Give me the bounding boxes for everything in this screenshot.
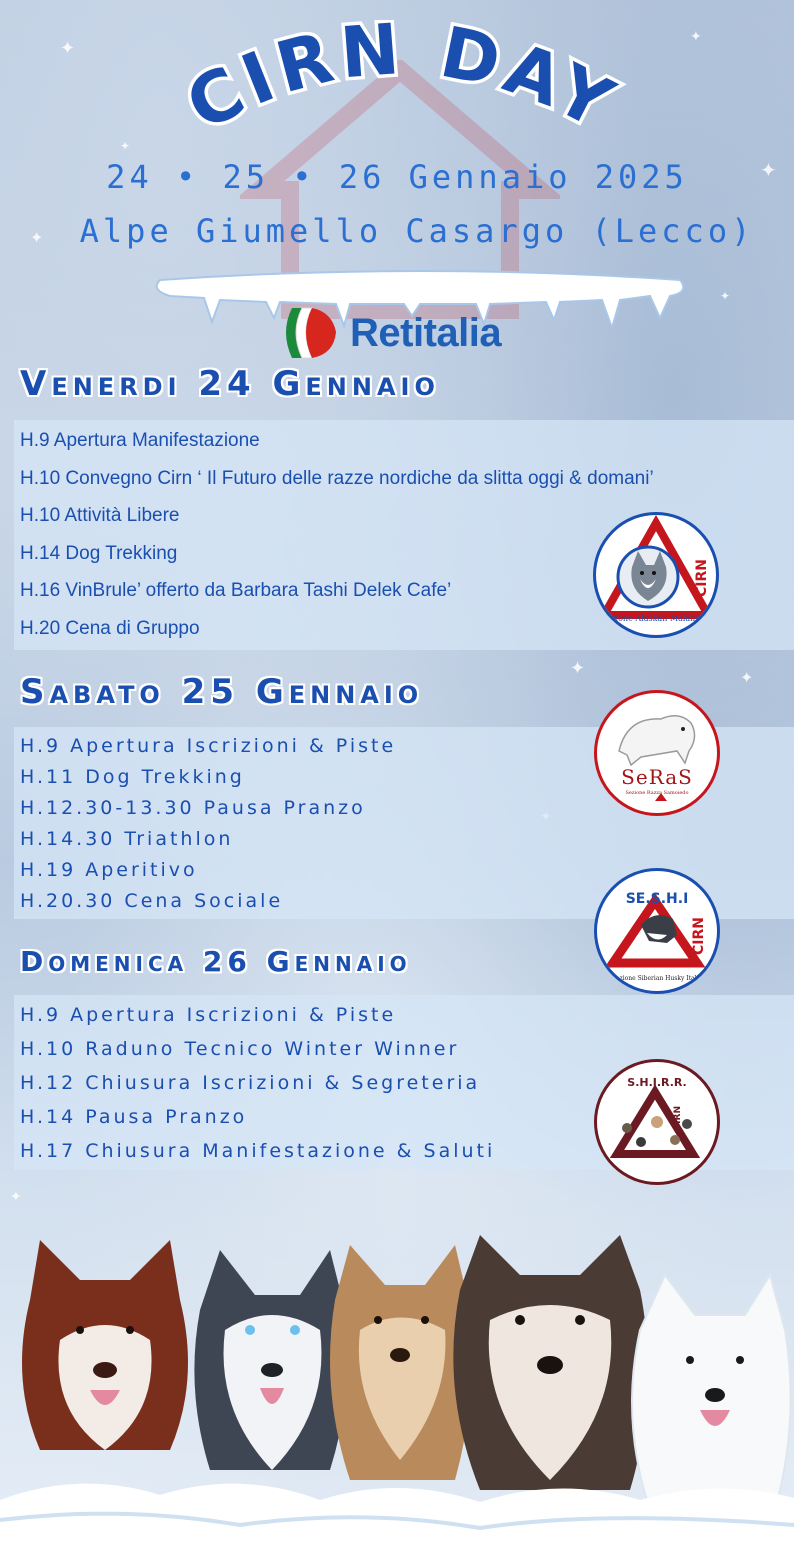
dog-5-image (632, 1275, 791, 1510)
snowflake-icon: ✦ (690, 29, 702, 45)
schedule-item: H.14 Dog Trekking (20, 543, 178, 564)
retitalia-flag-icon (278, 302, 340, 364)
alaskan-badge-cirn: CIRN (694, 559, 710, 597)
dog-4-image (453, 1235, 648, 1490)
dog-3-image (330, 1245, 472, 1480)
snowflake-icon: ✦ (30, 228, 44, 247)
schedule-item: H.14.30 Triathlon (20, 828, 234, 850)
schedule-item: H.16 VinBrule’ offerto da Barbara Tashi Delek Cafe’ (20, 580, 452, 601)
schedule-item: H.9 Apertura Iscrizioni & Piste (20, 735, 397, 757)
seras-badge (594, 690, 720, 816)
schedule-item: H.12 Chiusura Iscrizioni & Segreteria (20, 1072, 481, 1094)
event-location: Alpe Giumello Casargo (Lecco) (79, 212, 755, 250)
schedule-item: H.17 Chiusura Manifestazione & Saluti (20, 1140, 496, 1162)
schedule-item: H.9 Apertura Manifestazione (20, 430, 260, 451)
schedule-item: H.11 Dog Trekking (20, 766, 245, 788)
day-heading-venerdi: Venerdi 24 Gennaio (20, 364, 440, 404)
schedule-item: H.12.30-13.30 Pausa Pranzo (20, 797, 366, 819)
snowflake-icon: ✦ (720, 289, 731, 303)
seshi-badge-cirn: CIRN (691, 917, 707, 955)
schedule-item: H.20.30 Cena Sociale (20, 890, 284, 912)
alaskan-badge-arc-text: Sezione Alaskan Malamute (601, 614, 711, 623)
sponsor-logo (278, 302, 501, 364)
seshi-badge-caption: Sezione Siberian Husky Italia (611, 975, 703, 982)
snowflake-icon: ✦ (10, 1189, 22, 1205)
dog-2-image (194, 1250, 347, 1470)
snowflake-icon: ✦ (570, 658, 586, 679)
snowflake-icon: ✦ (740, 668, 754, 687)
event-dates: 24 • 25 • 26 Gennaio 2025 (106, 158, 688, 196)
shirr-badge (594, 1059, 720, 1185)
svg-text:CIRN DAY: CIRN DAY (173, 20, 631, 148)
event-title (0, 20, 794, 153)
alaskan-malamute-badge (593, 512, 719, 638)
day-heading-domenica: Domenica 26 Gennaio (20, 945, 412, 978)
seras-badge-caption: Sezione Razza Samoiedo (625, 790, 689, 796)
schedule-item: H.14 Pausa Pranzo (20, 1106, 248, 1128)
snowflake-icon: ✦ (60, 38, 76, 59)
schedule-item: H.20 Cena di Gruppo (20, 618, 200, 639)
schedule-item: H.10 Attività Libere (20, 505, 180, 526)
schedule-item: H.19 Aperitivo (20, 859, 198, 881)
dog-1-image (22, 1240, 188, 1450)
schedule-item: H.10 Raduno Tecnico Winter Winner (20, 1038, 460, 1060)
seshi-badge-top: SE.S.H.I (625, 891, 689, 907)
schedule-item: H.9 Apertura Iscrizioni & Piste (20, 1004, 397, 1026)
dogs-illustration (0, 1220, 794, 1563)
seras-badge-name: SeRaS (621, 765, 693, 789)
day-heading-sabato: Sabato 25 Gennaio (20, 672, 424, 712)
shirr-badge-top: S.H.I.R.R. (627, 1076, 687, 1089)
snowflake-icon: ✦ (120, 139, 131, 153)
schedule-item: H.10 Convegno Cirn ‘ Il Futuro delle razze nordiche da slitta oggi & domani’ (20, 468, 654, 489)
shirr-badge-cirn: CIRN (673, 1106, 683, 1131)
sponsor-name: Retitalia (350, 310, 502, 355)
snowflake-icon: ✦ (760, 158, 777, 182)
seshi-badge (594, 868, 720, 994)
